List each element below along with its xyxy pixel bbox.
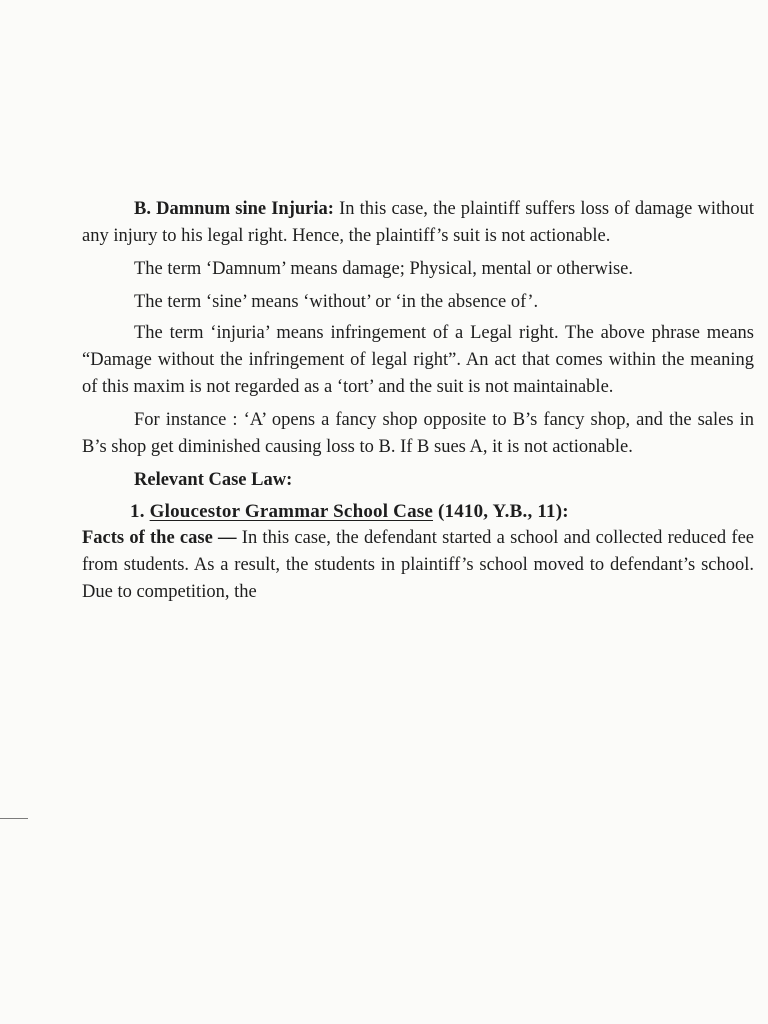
section-heading: B. Damnum sine Injuria: [134,199,334,219]
case-citation: (1410, Y.B., 11): [437,501,569,522]
facts-label: Facts of the case — [82,528,237,548]
facts-text: In this case, the defendant started a school and collected reduced fee from students. As a result, the students in plaintiff’s school moved to defendant’s school. Due to competition, the [82,528,754,602]
paragraph-for-instance: For instance : ‘A’ opens a fancy shop opposite to B’s fancy shop, and the sales in B’s shop get diminished causing loss to B. If B sues A, it is not actionable. [82,410,754,457]
case-name: Gloucestor Grammar School Case [149,501,434,522]
paragraph-damnum-sine-injuria [82,196,754,250]
case-number: 1. [130,501,145,522]
relevant-case-law-heading: Relevant Case Law: [134,470,293,490]
section-intro-text: In this case, the plaintiff suffers loss of damage without any injury to his legal right. Hence, the plaintiff’s suit is not actionable. [82,199,755,246]
paragraph-term-sine: The term ‘sine’ means ‘without’ or ‘in the absence of’. [134,292,539,312]
paragraph-term-injuria: The term ‘injuria’ means infringement of a Legal right. The above phrase means “Damage without the infringement of legal right”. An act that comes within the meaning of this maxim is not regarded as a ‘tort’ and the suit is not maintainable. [82,323,754,397]
page-edge-mark [0,818,28,819]
paragraph-facts-of-case [82,525,754,606]
case-title [82,498,754,525]
paragraph-term-damnum: The term ‘Damnum’ means damage; Physical, mental or otherwise. [134,259,634,279]
document-body [82,196,754,606]
